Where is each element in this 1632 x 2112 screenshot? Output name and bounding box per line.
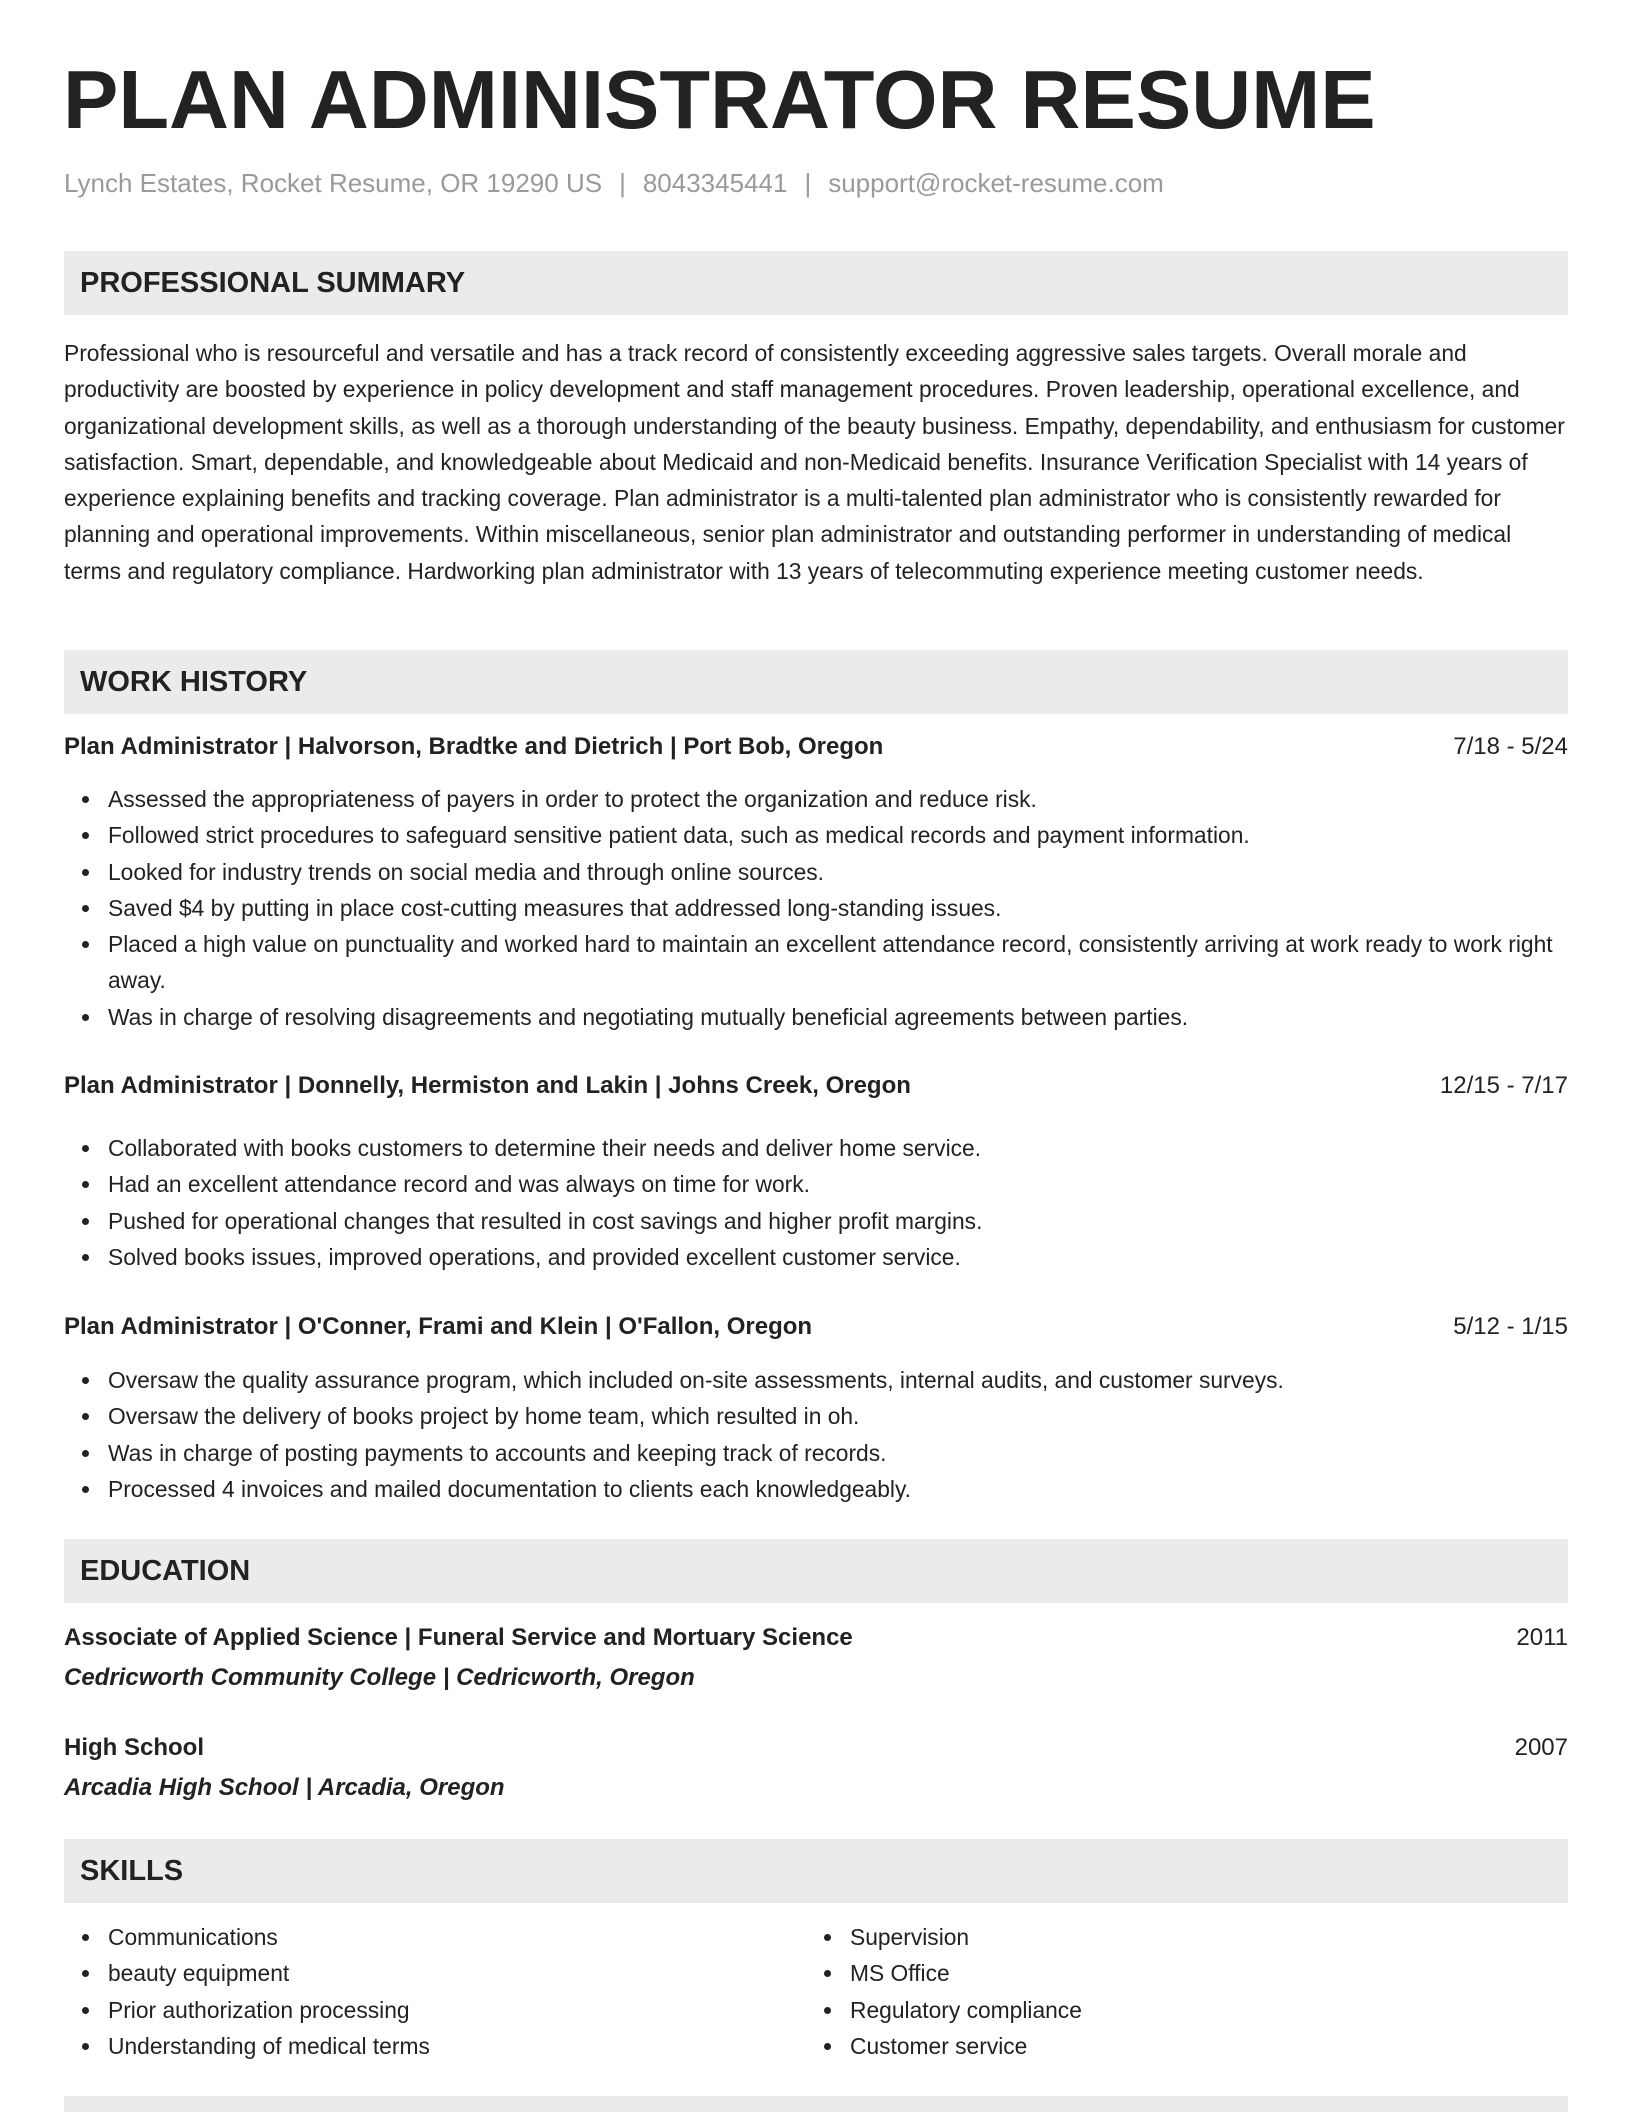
job-title: Plan Administrator | Donnelly, Hermiston and Lakin | Johns Creek, Oregon bbox=[64, 1072, 911, 1099]
job-dates: 5/12 - 1/15 bbox=[1453, 1313, 1568, 1340]
job-bullet: Had an excellent attendance record and was always on time for work. bbox=[64, 1166, 1568, 1202]
skill-item: beauty equipment bbox=[64, 1955, 804, 1991]
education-section-header bbox=[64, 1539, 1568, 1603]
summary-section-header bbox=[64, 251, 1568, 315]
job-bullet: Processed 4 invoices and mailed documentation to clients each knowledgeably. bbox=[64, 1471, 1568, 1507]
work-history-heading: WORK HISTORY bbox=[80, 666, 308, 698]
education-heading: EDUCATION bbox=[80, 1555, 251, 1587]
job-bullets bbox=[64, 781, 1568, 1035]
degree-title: High School bbox=[64, 1734, 204, 1761]
contact-separator: | bbox=[804, 168, 812, 198]
job-bullet: Pushed for operational changes that resulted in cost savings and higher profit margins. bbox=[64, 1203, 1568, 1239]
job-title: Plan Administrator | Halvorson, Bradtke and Dietrich | Port Bob, Oregon bbox=[64, 733, 884, 760]
education-entry bbox=[64, 1730, 1568, 1766]
skill-item: MS Office bbox=[806, 1955, 1546, 1991]
skills-list-left bbox=[64, 1919, 804, 2064]
job-bullet: Assessed the appropriateness of payers in order to protect the organization and reduce risk. bbox=[64, 781, 1568, 817]
job-bullet: Placed a high value on punctuality and worked hard to maintain an excellent attendance record, consistently arriving at work ready to work right away. bbox=[64, 926, 1568, 999]
job-dates: 12/15 - 7/17 bbox=[1439, 1072, 1568, 1099]
contact-separator: | bbox=[619, 168, 626, 198]
summary-text: Professional who is resourceful and versatile and has a track record of consistently exceeding aggressive sales targets. Overall morale and productivity are boosted by experience in policy development and staff management procedures. Proven leadership, operational excellence, and organizational development skills, as well as a thorough understanding of the beauty business. Empathy, dependability, and enthusiasm for customer satisfaction. Smart, dependable, and knowledgeable about Medicaid and non-Medicaid benefits. Insurance Verification Specialist with 14 years of experience explaining benefits and tracking coverage. Plan administrator is a multi-talented plan administrator who is consistently rewarded for planning and operational improvements. Within miscellaneous, senior plan administrator and outstanding performer in understanding of medical terms and regulatory compliance. Hardworking plan administrator with 13 years of telecommuting experience meeting customer needs. bbox=[64, 340, 1565, 584]
contact-line bbox=[64, 166, 1164, 200]
job-header bbox=[64, 729, 1568, 765]
contact-phone: 8043345441 bbox=[642, 168, 788, 198]
contact-email: support@rocket-resume.com bbox=[828, 168, 1164, 198]
school-name: Arcadia High School | Arcadia, Oregon bbox=[64, 1774, 505, 1801]
job-title: Plan Administrator | O'Conner, Frami and Klein | O'Fallon, Oregon bbox=[64, 1313, 813, 1340]
graduation-year: 2007 bbox=[1514, 1734, 1568, 1761]
education-entry bbox=[64, 1620, 1568, 1656]
job-bullet: Collaborated with books customers to determine their needs and deliver home service. bbox=[64, 1130, 1568, 1166]
next-section-header bbox=[64, 2096, 1568, 2112]
skills-list-right bbox=[806, 1919, 1546, 2064]
skills-heading: SKILLS bbox=[80, 1855, 184, 1887]
work-history-section-header bbox=[64, 650, 1568, 714]
resume-title: PLAN ADMINISTRATOR RESUME bbox=[63, 53, 1376, 146]
job-bullet: Solved books issues, improved operations, and provided excellent customer service. bbox=[64, 1239, 1568, 1275]
job-bullet: Saved $4 by putting in place cost-cutting measures that addressed long-standing issues. bbox=[64, 890, 1568, 926]
skill-item: Understanding of medical terms bbox=[64, 2028, 804, 2064]
degree-title: Associate of Applied Science | Funeral Service and Mortuary Science bbox=[64, 1624, 853, 1651]
skill-item: Supervision bbox=[806, 1919, 1546, 1955]
job-header bbox=[64, 1068, 1568, 1104]
school-name: Cedricworth Community College | Cedricworth, Oregon bbox=[64, 1664, 695, 1691]
contact-address: Lynch Estates, Rocket Resume, OR 19290 US bbox=[64, 168, 603, 198]
job-bullet: Followed strict procedures to safeguard sensitive patient data, such as medical records and payment information. bbox=[64, 817, 1568, 853]
job-bullets bbox=[64, 1362, 1568, 1507]
skill-item: Customer service bbox=[806, 2028, 1546, 2064]
skills-section-header bbox=[64, 1839, 1568, 1903]
job-bullet: Looked for industry trends on social media and through online sources. bbox=[64, 854, 1568, 890]
job-bullet: Was in charge of posting payments to accounts and keeping track of records. bbox=[64, 1435, 1568, 1471]
skill-item: Communications bbox=[64, 1919, 804, 1955]
job-bullet: Was in charge of resolving disagreements and negotiating mutually beneficial agreements between parties. bbox=[64, 999, 1568, 1035]
summary-heading: PROFESSIONAL SUMMARY bbox=[80, 267, 466, 299]
skill-item: Regulatory compliance bbox=[806, 1992, 1546, 2028]
job-bullet: Oversaw the delivery of books project by home team, which resulted in oh. bbox=[64, 1398, 1568, 1434]
job-header bbox=[64, 1309, 1568, 1345]
job-bullet: Oversaw the quality assurance program, which included on-site assessments, internal audits, and customer surveys. bbox=[64, 1362, 1568, 1398]
job-dates: 7/18 - 5/24 bbox=[1453, 733, 1568, 760]
graduation-year: 2011 bbox=[1516, 1624, 1568, 1651]
job-bullets bbox=[64, 1130, 1568, 1275]
skill-item: Prior authorization processing bbox=[64, 1992, 804, 2028]
